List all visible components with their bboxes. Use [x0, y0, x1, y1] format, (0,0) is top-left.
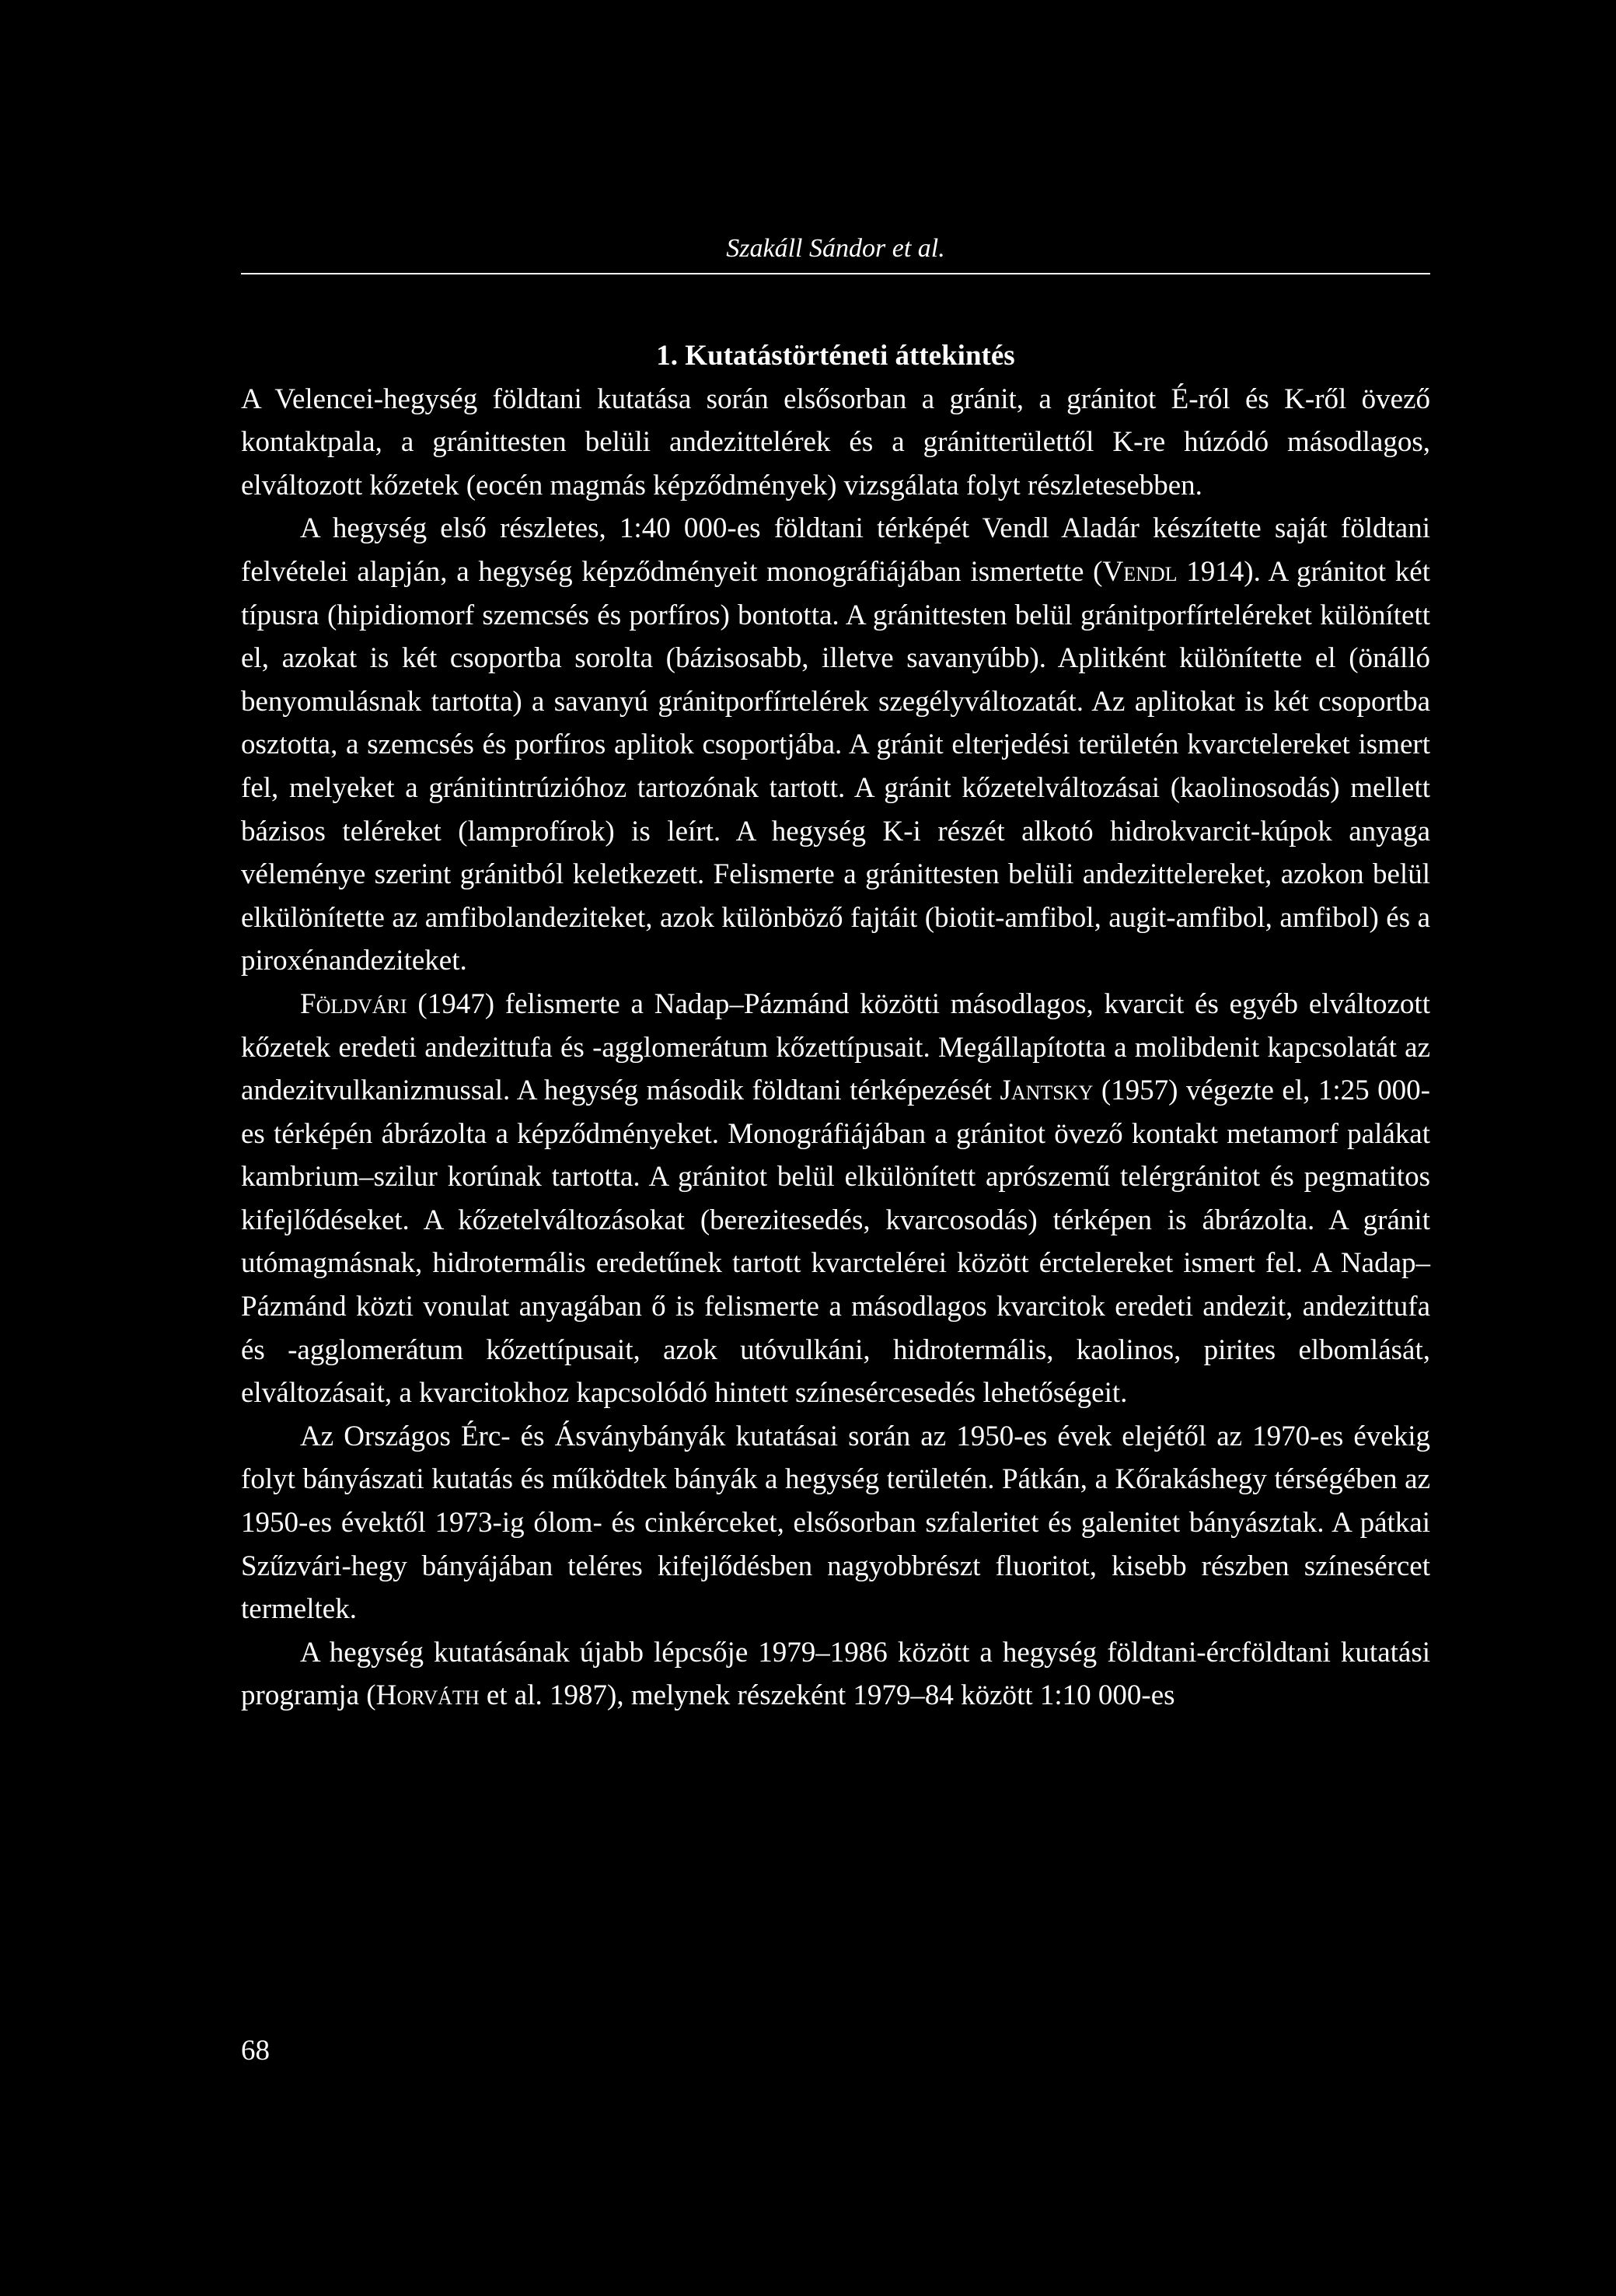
paragraph-5-text-2: et al. 1987), melynek részeként 1979–84 között 1:10 000-es	[479, 1679, 1175, 1712]
paragraph-3-text-1: (1947) felismerte a Nadap–Pázmánd közötti másodlagos, kvarcit és egyéb elváltozott kőzetek eredeti andezittufa és -agglomerátum kőzettípusait. Megállapította a molibdenit kapcsolatát az andezitvulkanizmussal. A hegység második földtani térképezését	[241, 987, 1430, 1107]
running-head: Szakáll Sándor et al.	[726, 234, 945, 263]
author-horvath: Horváth	[375, 1679, 480, 1712]
paragraph-4: Az Országos Érc- és Ásványbányák kutatásai során az 1950-es évek elejétől az 1970-es évekig folyt bányászati kutatás és működtek bányák a hegység területén. Pátkán, a Kőrakáshegy térségében az 1950-es évektől 1973-ig ólom- és cinkérceket, elsősorban szfaleritet és galenitet bányásztak. A pátkai Szűzvári-hegy bányájában teléres kifejlődésben nagyobbrészt fluoritot, kisebb részben színesércet termeltek.	[241, 1420, 1430, 1626]
paragraph-1: A Velencei-hegység földtani kutatása során elsősorban a gránit, a gránitot É-ról és K-ről övező kontaktpala, a gránittesten belüli andezittelérek és a gránitterülettől K-re húzódó másodlagos, elváltozott kőzetek (eocén magmás képződmények) vizsgálata folyt részletesebben.	[241, 383, 1430, 501]
paragraph-2	[241, 507, 1430, 983]
paragraph-3	[241, 983, 1430, 1415]
header-rule	[241, 273, 1430, 274]
page-number: 68	[241, 2035, 270, 2067]
main-text	[241, 334, 1430, 1718]
section-title: 1. Kutatástörténeti áttekintés	[656, 340, 1015, 372]
paragraph-2-text-2: 1914). A gránitot két típusra (hipidiomorf szemcsés és porfíros) bontotta. A gránittesten belül gránitporfírteléreket különített el, azokat is két csoportba sorolta (bázisosabb, illetve savanyúbb). Aplitként különítette el (önálló benyomulásnak tartotta) a savanyú gránitporfírtelérek szegélyváltozatát. Az aplitokat is két csoportba osztotta, a szemcsés és porfíros aplitok csoportjába. A gránit elterjedési területén kvarctelereket ismert fel, melyeket a gránitintrúzióhoz tartozónak tartott. A gránit kőzetelváltozásai (kaolinosodás) mellett bázisos teléreket (lamprofírok) is leírt. A hegység K-i részét alkotó hidrokvarcit-kúpok anyaga véleménye szerint gránitból keletkezett. Felismerte a gránittesten belüli andezittelereket, azokon belül elkülönítette az amfibolandeziteket, azok különböző fajtáit (biotit-amfibol, augit-amfibol, amfibol) és a piroxénandeziteket.	[241, 555, 1430, 977]
author-vendl: Vendl	[1102, 555, 1178, 588]
paragraph-5	[241, 1631, 1430, 1718]
paragraph-5-text-1: A hegység kutatásának újabb lépcsője 1979–1986 között a hegység földtani-ércföldtani kutatási programja (	[241, 1636, 1430, 1712]
paragraph-3-text-2: (1957) végezte el, 1:25 000-es térképén ábrázolta a képződményeket. Monográfiájában a gránitot övező kontakt metamorf palákat kambrium–szilur korúnak tartotta. A gránitot belül elkülönített aprószemű telérgránitot és pegmatitos kifejlődéseket. A kőzetelváltozásokat (berezitesedés, kvarcosodás) térképen is ábrázolta. A gránit utómagmásnak, hidrotermális eredetűnek tartott kvarctelérei között érctelereket ismert fel. A Nadap–Pázmánd közti vonulat anyagában ő is felismerte a másodlagos kvarcitok eredeti andezit, andezittufa és -agglomerátum kőzettípusait, azok utóvulkáni, hidrotermális, kaolinos, pirites elbomlását, elváltozásait, a kvarcitokhoz kapcsolódó hintett színesércesedés lehetőségeit.	[241, 1075, 1430, 1410]
author-foldvari: Földvári	[300, 987, 407, 1020]
author-jantsky: Jantsky	[1000, 1075, 1094, 1107]
paragraph-2-text-1: A hegység első részletes, 1:40 000-es földtani térképét Vendl Aladár készítette saját földtani felvételei alapján, a hegység képződményeit monográfiájában ismertette (	[241, 512, 1430, 588]
